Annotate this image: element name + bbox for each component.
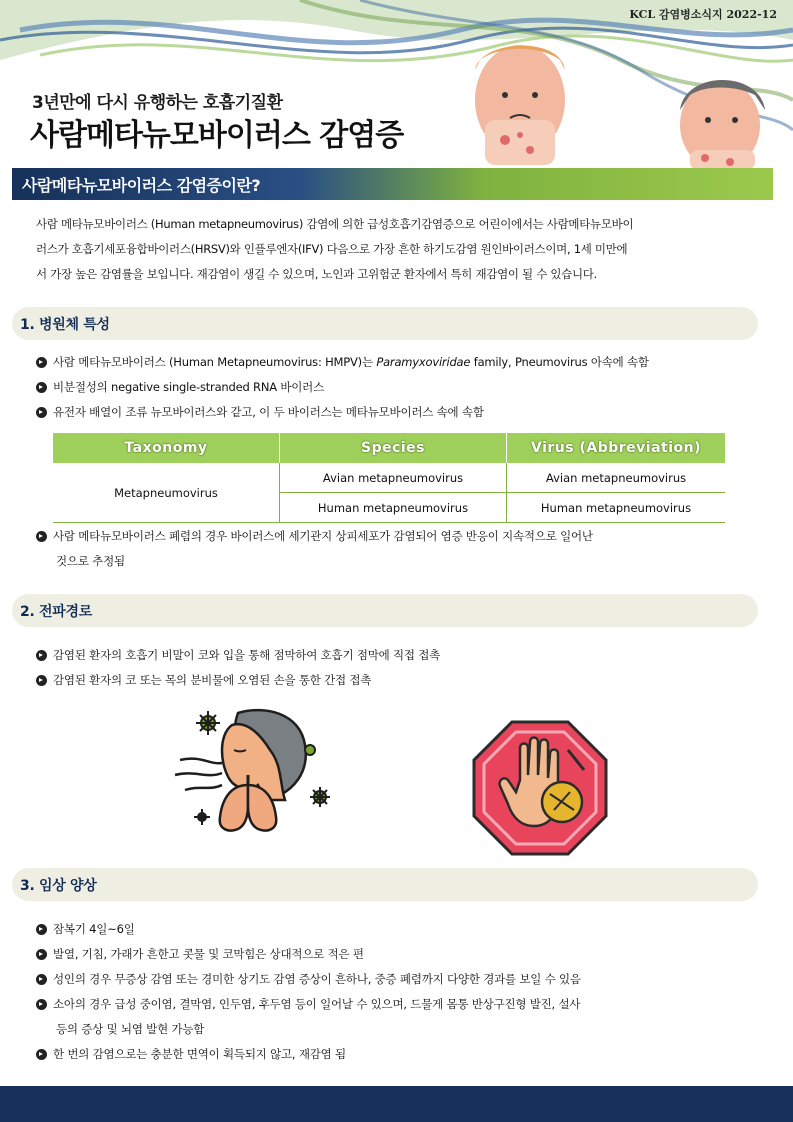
list-item — [36, 992, 748, 1017]
intro-line: 러스가 호흡기세포융합바이러스(HRSV)와 인플루엔자(IFV) 다음으로 가장 흔한 하기도감염 원인바이러스이며, 1세 미만에 — [36, 242, 628, 256]
section-1-header — [12, 307, 758, 340]
footer-bar — [0, 1086, 793, 1122]
bullet-continuation: 것으로 추정됨 — [56, 554, 125, 568]
virus-cell: Avian metapneumovirus — [507, 463, 726, 493]
bullet-text: 사람 메타뉴모바이러스 폐렴의 경우 바이러스에 세기관지 상피세포가 감염되어 염증 반응이 지속적으로 일어난 — [53, 529, 593, 543]
list-item — [36, 668, 748, 693]
intro-section-heading: 사람메타뉴모바이러스 감염증이란? — [22, 176, 261, 195]
bullet-arrow-icon — [36, 407, 47, 418]
intro-line: 서 가장 높은 감염률을 보입니다. 재감염이 생길 수 있으며, 노인과 고위험군 환자에서 특히 재감염이 될 수 있습니다. — [36, 267, 597, 281]
taxonomy-table — [53, 433, 725, 523]
bullet-continuation: 등의 증상 및 뇌염 발현 가능함 — [56, 1022, 205, 1036]
list-item — [36, 917, 748, 942]
sick-children-illustration — [475, 45, 765, 170]
section-3-bullets — [36, 917, 748, 1067]
bullet-text: 사람 메타뉴모바이러스 (Human Metapneumovirus: HMPV)는 — [53, 355, 377, 369]
table-row — [53, 463, 725, 493]
intro-line: 사람 메타뉴모바이러스 (Human metapneumovirus) 감염에 의한 급성호흡기감염증으로 어린이에서는 사람메타뉴모바이 — [36, 217, 634, 231]
bullet-arrow-icon — [36, 650, 47, 661]
bullet-arrow-icon — [36, 949, 47, 960]
page-title: 사람메타뉴모바이러스 감염증 — [30, 118, 404, 153]
bullet-arrow-icon — [36, 382, 47, 393]
bullet-arrow-icon — [36, 357, 47, 368]
list-item — [36, 350, 748, 375]
publication-label: KCL 감염병소식지 2022-12 — [629, 8, 777, 21]
bullet-arrow-icon — [36, 1049, 47, 1060]
taxonomy-cell: Metapneumovirus — [53, 463, 280, 523]
section-1-bullets — [36, 350, 748, 425]
breathing-virus-icon — [170, 705, 335, 835]
list-item — [36, 1042, 748, 1067]
bullet-text: 소아의 경우 급성 중이염, 결막염, 인두염, 후두염 등이 일어날 수 있으며, 드물게 몸통 반상구진형 발진, 설사 — [53, 997, 581, 1011]
bullet-text: 유전자 배열이 조류 뉴모바이러스와 같고, 이 두 바이러스는 메타뉴모바이러스 속에 속함 — [53, 405, 484, 419]
bullet-text: 감염된 환자의 호흡기 비말이 코와 입을 통해 점막하여 호흡기 점막에 직접 접촉 — [53, 648, 441, 662]
bullet-text: 비분절성의 negative single-stranded RNA 바이러스 — [53, 380, 324, 394]
table-header-cell: Species — [280, 433, 507, 463]
bullet-italic-term: Paramyxoviridae — [376, 355, 471, 369]
list-item — [36, 400, 748, 425]
bullet-arrow-icon — [36, 924, 47, 935]
species-cell: Human metapneumovirus — [280, 493, 507, 523]
list-item — [36, 942, 748, 967]
bullet-text: 발열, 기침, 가래가 흔한고 콧물 및 코막힘은 상대적으로 적은 편 — [53, 947, 364, 961]
bullet-text: 성인의 경우 무증상 감염 또는 경미한 상기도 감염 증상이 흔하나, 중증 폐렴까지 다양한 경과를 보일 수 있음 — [53, 972, 581, 986]
list-item — [36, 524, 748, 549]
intro-section-banner — [12, 168, 773, 200]
table-header-cell: Taxonomy — [53, 433, 280, 463]
page-subtitle: 3년만에 다시 유행하는 호흡기질환 — [32, 93, 283, 113]
bullet-text: 잠복기 4일~6일 — [53, 922, 135, 936]
bullet-arrow-icon — [36, 675, 47, 686]
section-2-header — [12, 594, 758, 627]
list-item — [36, 967, 748, 992]
bullet-text: 감염된 환자의 코 또는 목의 분비물에 오염된 손을 통한 간접 접촉 — [53, 673, 372, 687]
table-header-row — [53, 433, 725, 463]
bullet-text: 한 번의 감염으로는 충분한 면역이 획득되지 않고, 재감염 됨 — [53, 1047, 346, 1061]
list-item — [36, 375, 748, 400]
virus-cell: Human metapneumovirus — [507, 493, 726, 523]
section-3-header — [12, 868, 758, 901]
stop-hand-virus-icon — [472, 720, 608, 856]
section-2-bullets — [36, 643, 748, 693]
section-1-bullets-cont — [36, 524, 748, 574]
bullet-arrow-icon — [36, 974, 47, 985]
list-item — [36, 643, 748, 668]
section-2-heading: 2. 전파경로 — [20, 604, 92, 620]
species-cell: Avian metapneumovirus — [280, 463, 507, 493]
section-3-heading: 3. 임상 양상 — [20, 878, 97, 894]
bullet-text: family, Pneumovirus 아속에 속함 — [470, 355, 649, 369]
bullet-arrow-icon — [36, 999, 47, 1010]
section-1-heading: 1. 병원체 특성 — [20, 317, 110, 333]
bullet-arrow-icon — [36, 531, 47, 542]
intro-paragraph — [36, 212, 760, 287]
table-header-cell: Virus (Abbreviation) — [507, 433, 726, 463]
